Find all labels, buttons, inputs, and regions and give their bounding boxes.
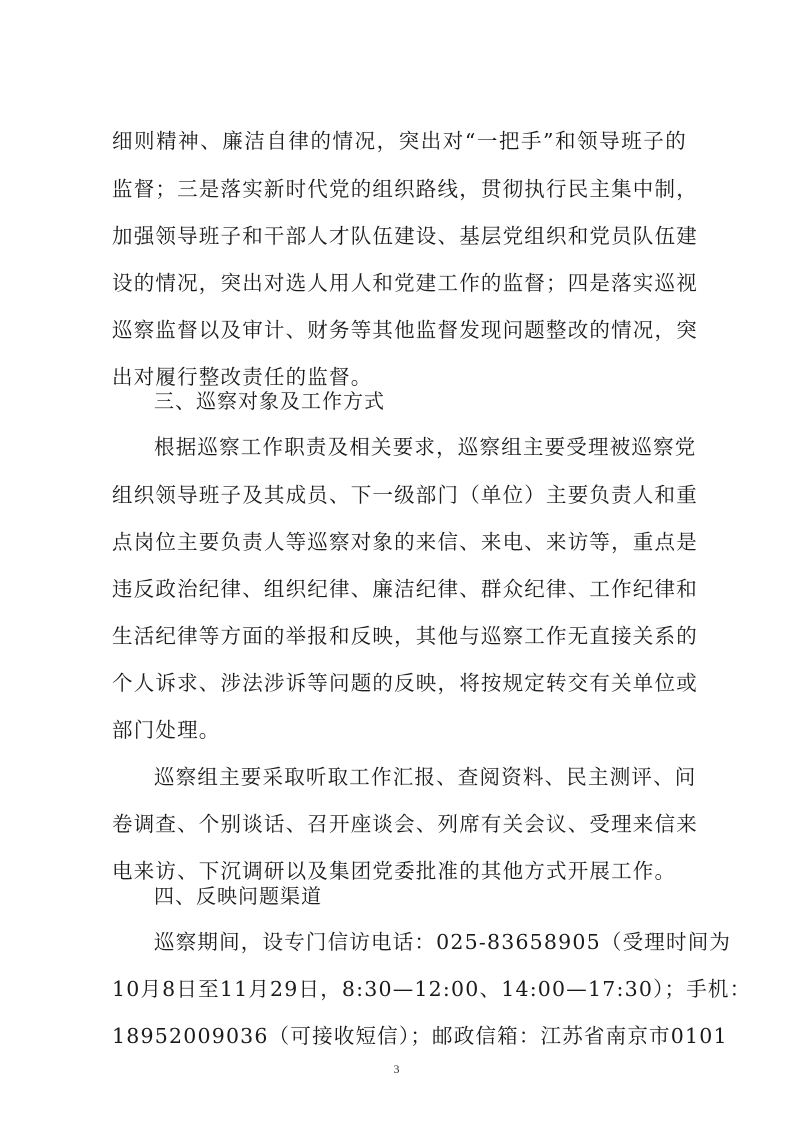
paragraph-line: 巡察期间，设专门信访电话：025-83658905（受理时间为 [154, 930, 732, 954]
paragraph-line: 生活纪律等方面的举报和反映，其他与巡察工作无直接关系的 [112, 624, 698, 648]
paragraph-line: 卷调查、个别谈话、召开座谈会、列席有关会议、受理来信来 [112, 812, 698, 836]
paragraph-line: 违反政治纪律、组织纪律、廉洁纪律、群众纪律、工作纪律和 [112, 577, 698, 601]
paragraph-line: 个人诉求、涉法涉诉等问题的反映，将按规定转交有关单位或 [112, 671, 698, 695]
section-heading-3: 三、巡察对象及工作方式 [154, 389, 385, 413]
paragraph-line: 设的情况，突出对选人用人和党建工作的监督；四是落实巡视 [112, 271, 698, 295]
paragraph-line: 监督；三是落实新时代党的组织路线，贯彻执行民主集中制， [112, 177, 698, 201]
page-number: 3 [393, 1062, 400, 1076]
paragraph-line: 部门处理。 [112, 718, 221, 742]
paragraph-line: 10月8日至11月29日，8:30—12:00、14:00—17:30）；手机： [112, 977, 752, 1001]
paragraph-line: 加强领导班子和干部人才队伍建设、基层党组织和党员队伍建 [112, 224, 698, 248]
paragraph-line: 根据巡察工作职责及相关要求，巡察组主要受理被巡察党 [154, 435, 697, 459]
paragraph-line: 点岗位主要负责人等巡察对象的来信、来电、来访等，重点是 [112, 530, 698, 554]
section-heading-4: 四、反映问题渠道 [154, 884, 322, 908]
paragraph-line: 出对履行整改责任的监督。 [112, 365, 373, 389]
paragraph-line: 18952009036（可接收短信）；邮政信箱：江苏省南京市0101 [112, 1024, 728, 1048]
paragraph-line: 巡察组主要采取听取工作汇报、查阅资料、民主测评、问 [154, 765, 697, 789]
paragraph-line: 细则精神、廉洁自律的情况，突出对“一把手”和领导班子的 [112, 129, 687, 153]
paragraph-line: 电来访、下沉调研以及集团党委批准的其他方式开展工作。 [112, 859, 677, 883]
paragraph-line: 组织领导班子及其成员、下一级部门（单位）主要负责人和重 [112, 483, 698, 507]
paragraph-line: 巡察监督以及审计、财务等其他监督发现问题整改的情况，突 [112, 318, 698, 342]
